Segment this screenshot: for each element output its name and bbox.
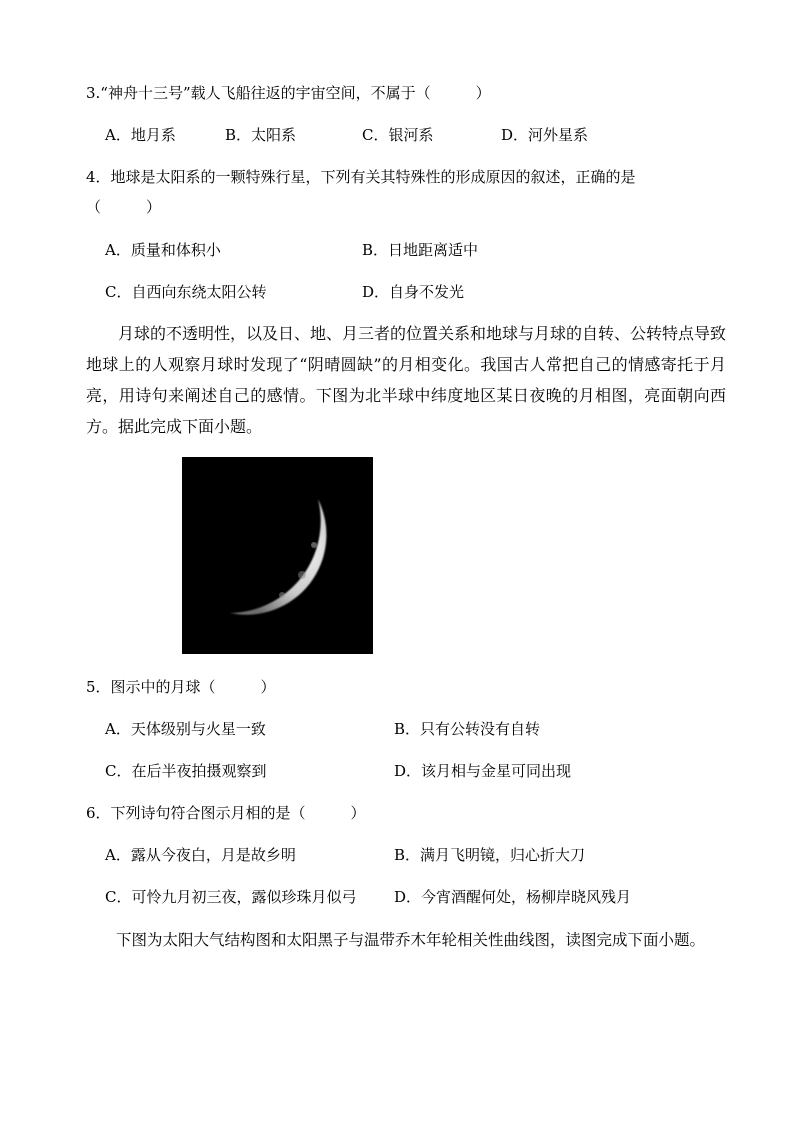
- question-5-option-b: B．只有公转没有自转: [394, 720, 541, 738]
- question-6-option-c: C．可怜九月初三夜，露似珍珠月似弓: [105, 888, 357, 906]
- question-3-option-a: A．地月系: [105, 126, 176, 144]
- question-6-option-b: B．满月飞明镜，归心折大刀: [394, 846, 586, 864]
- question-4-option-b: B．日地距离适中: [362, 241, 479, 259]
- question-5-stem: 5．图示中的月球（ ）: [86, 678, 276, 696]
- passage-sun-structure: 下图为太阳大气结构图和太阳黑子与温带乔木年轮相关性曲线图，读图完成下面小题。: [116, 931, 706, 949]
- question-5-option-d: D．该月相与金星可同出现: [394, 762, 572, 780]
- question-5-option-c: C．在后半夜拍摄观察到: [105, 762, 267, 780]
- crescent-moon-photo: [182, 457, 373, 654]
- question-4-option-a: A．质量和体积小: [105, 241, 221, 259]
- question-3-option-c: C．银河系: [362, 126, 434, 144]
- question-3-stem: 3.“神舟十三号”载人飞船往返的宇宙空间，不属于（ ）: [86, 84, 491, 102]
- question-4-option-d: D．自身不发光: [362, 283, 465, 301]
- crescent-moon-icon: [182, 457, 373, 654]
- question-3-option-b: B．太阳系: [225, 126, 297, 144]
- question-4-option-c: C．自西向东绕太阳公转: [105, 283, 267, 301]
- question-5-option-a: A．天体级别与火星一致: [105, 720, 266, 738]
- question-4-stem-continued: （ ）: [86, 198, 162, 216]
- question-6-option-a: A．露从今夜白，月是故乡明: [105, 846, 296, 864]
- question-6-option-d: D．今宵酒醒何处，杨柳岸晓风残月: [394, 888, 632, 906]
- question-4-stem: 4．地球是太阳系的一颗特殊行星，下列有关其特殊性的形成原因的叙述，正确的是: [86, 168, 636, 186]
- question-6-stem: 6．下列诗句符合图示月相的是（ ）: [86, 804, 366, 822]
- question-3-option-d: D．河外星系: [501, 126, 589, 144]
- passage-moon-phases: 月球的不透明性，以及日、地、月三者的位置关系和地球与月球的自转、公转特点导致地球上的人观察月球时发现了“阴晴圆缺”的月相变化。我国古人常把自己的情感寄托于月亮，用诗句来阐述自己的感情。下图为北半球中纬度地区某日夜晚的月相图，亮面朝向西方。据此完成下面小题。: [86, 324, 727, 436]
